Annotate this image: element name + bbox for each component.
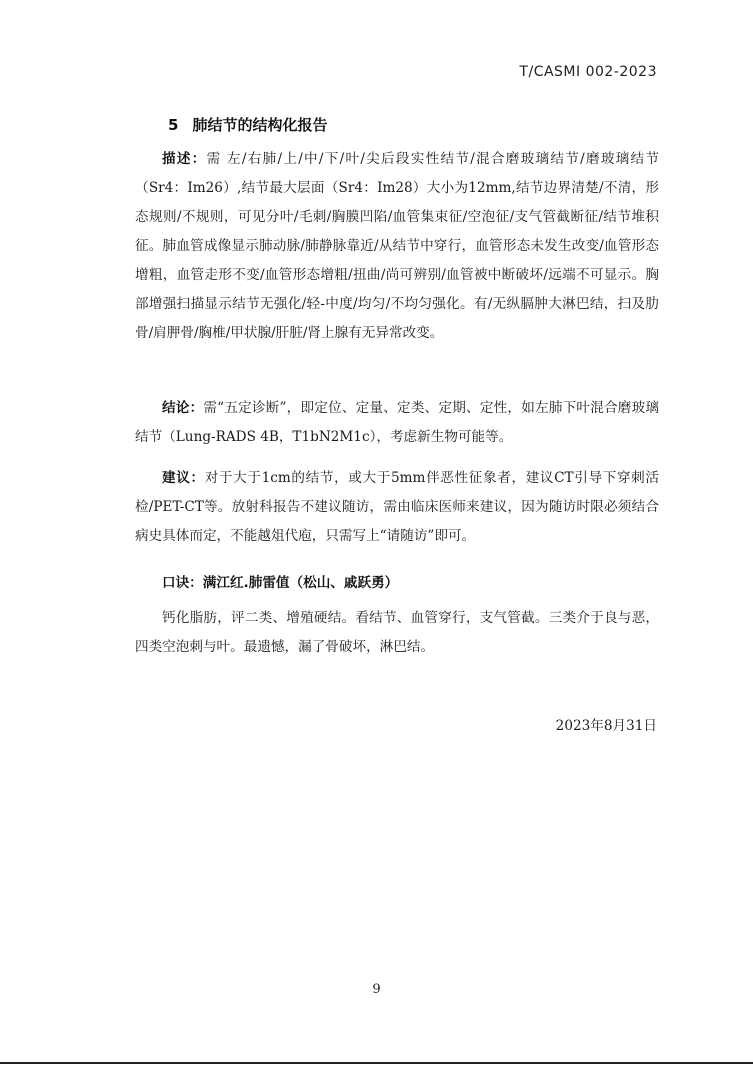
advice-label: 建议： xyxy=(162,470,205,486)
description-text: 需 左/右肺/上/中/下/叶/尖后段实性结节/混合磨玻璃结节/磨玻璃结节（Sr4：Im26）,结节最大层面（Sr4：Im28）大小为12mm,结节边界清楚/不清，形态规则/不规则，可见分叶/毛刺/胸膜凹陷/血管集束征/空泡征/支气管截断征/结节堆积征。肺血管成像显示肺动脉/肺静脉靠近/从结节中穿行，血管形态未发生改变/血管形态增粗，血管走形不变/血管形态增粗/扭曲/尚可辨别/血管被中断破坏/远端不可显示。胸部增强扫描显示结节无强化/轻-中度/均匀/不均匀强化。有/无纵膈肿大淋巴结，扫及肋骨/肩胛骨/胸椎/甲状腺/肝脏/肾上腺有无异常改变。 xyxy=(135,151,659,341)
section-heading xyxy=(168,114,327,135)
conclusion-paragraph xyxy=(135,394,659,452)
bottom-divider xyxy=(0,1062,753,1064)
page-number: 9 xyxy=(372,982,381,997)
section-number: 5 xyxy=(168,116,179,134)
conclusion-text: 需“五定诊断”，即定位、定量、定类、定期、定性，如左肺下叶混合磨玻璃结节（Lung-RADS 4B，T1bN2M1c），考虑新生物可能等。 xyxy=(135,400,659,445)
advice-paragraph xyxy=(135,464,659,551)
description-paragraph xyxy=(135,145,659,348)
conclusion-label: 结论： xyxy=(162,400,204,416)
mnemonic-paragraph xyxy=(135,604,659,662)
standard-code: T/CASMI 002-2023 xyxy=(519,64,657,80)
section-title: 肺结节的结构化报告 xyxy=(192,116,328,134)
mnemonic-text: 钙化脂肪，评二类、增殖硬结。看结节、血管穿行，支气管截。三类介于良与恶，四类空泡刺与叶。最遗憾，漏了骨破坏，淋巴结。 xyxy=(135,610,659,655)
mnemonic-heading-paragraph xyxy=(135,569,659,598)
mnemonic-title: 口诀：满江红.肺雷值（松山、戚跃勇） xyxy=(162,575,399,591)
advice-text: 对于大于1cm的结节，或大于5mm伴恶性征象者，建议CT引导下穿刺活检/PET-CT等。放射科报告不建议随访，需由临床医师来建议，因为随访时限必须结合病史具体而定，不能越俎代庖，只需写上“请随访”即可。 xyxy=(135,470,659,544)
document-date: 2023年8月31日 xyxy=(555,718,657,734)
description-label: 描述： xyxy=(162,151,207,167)
